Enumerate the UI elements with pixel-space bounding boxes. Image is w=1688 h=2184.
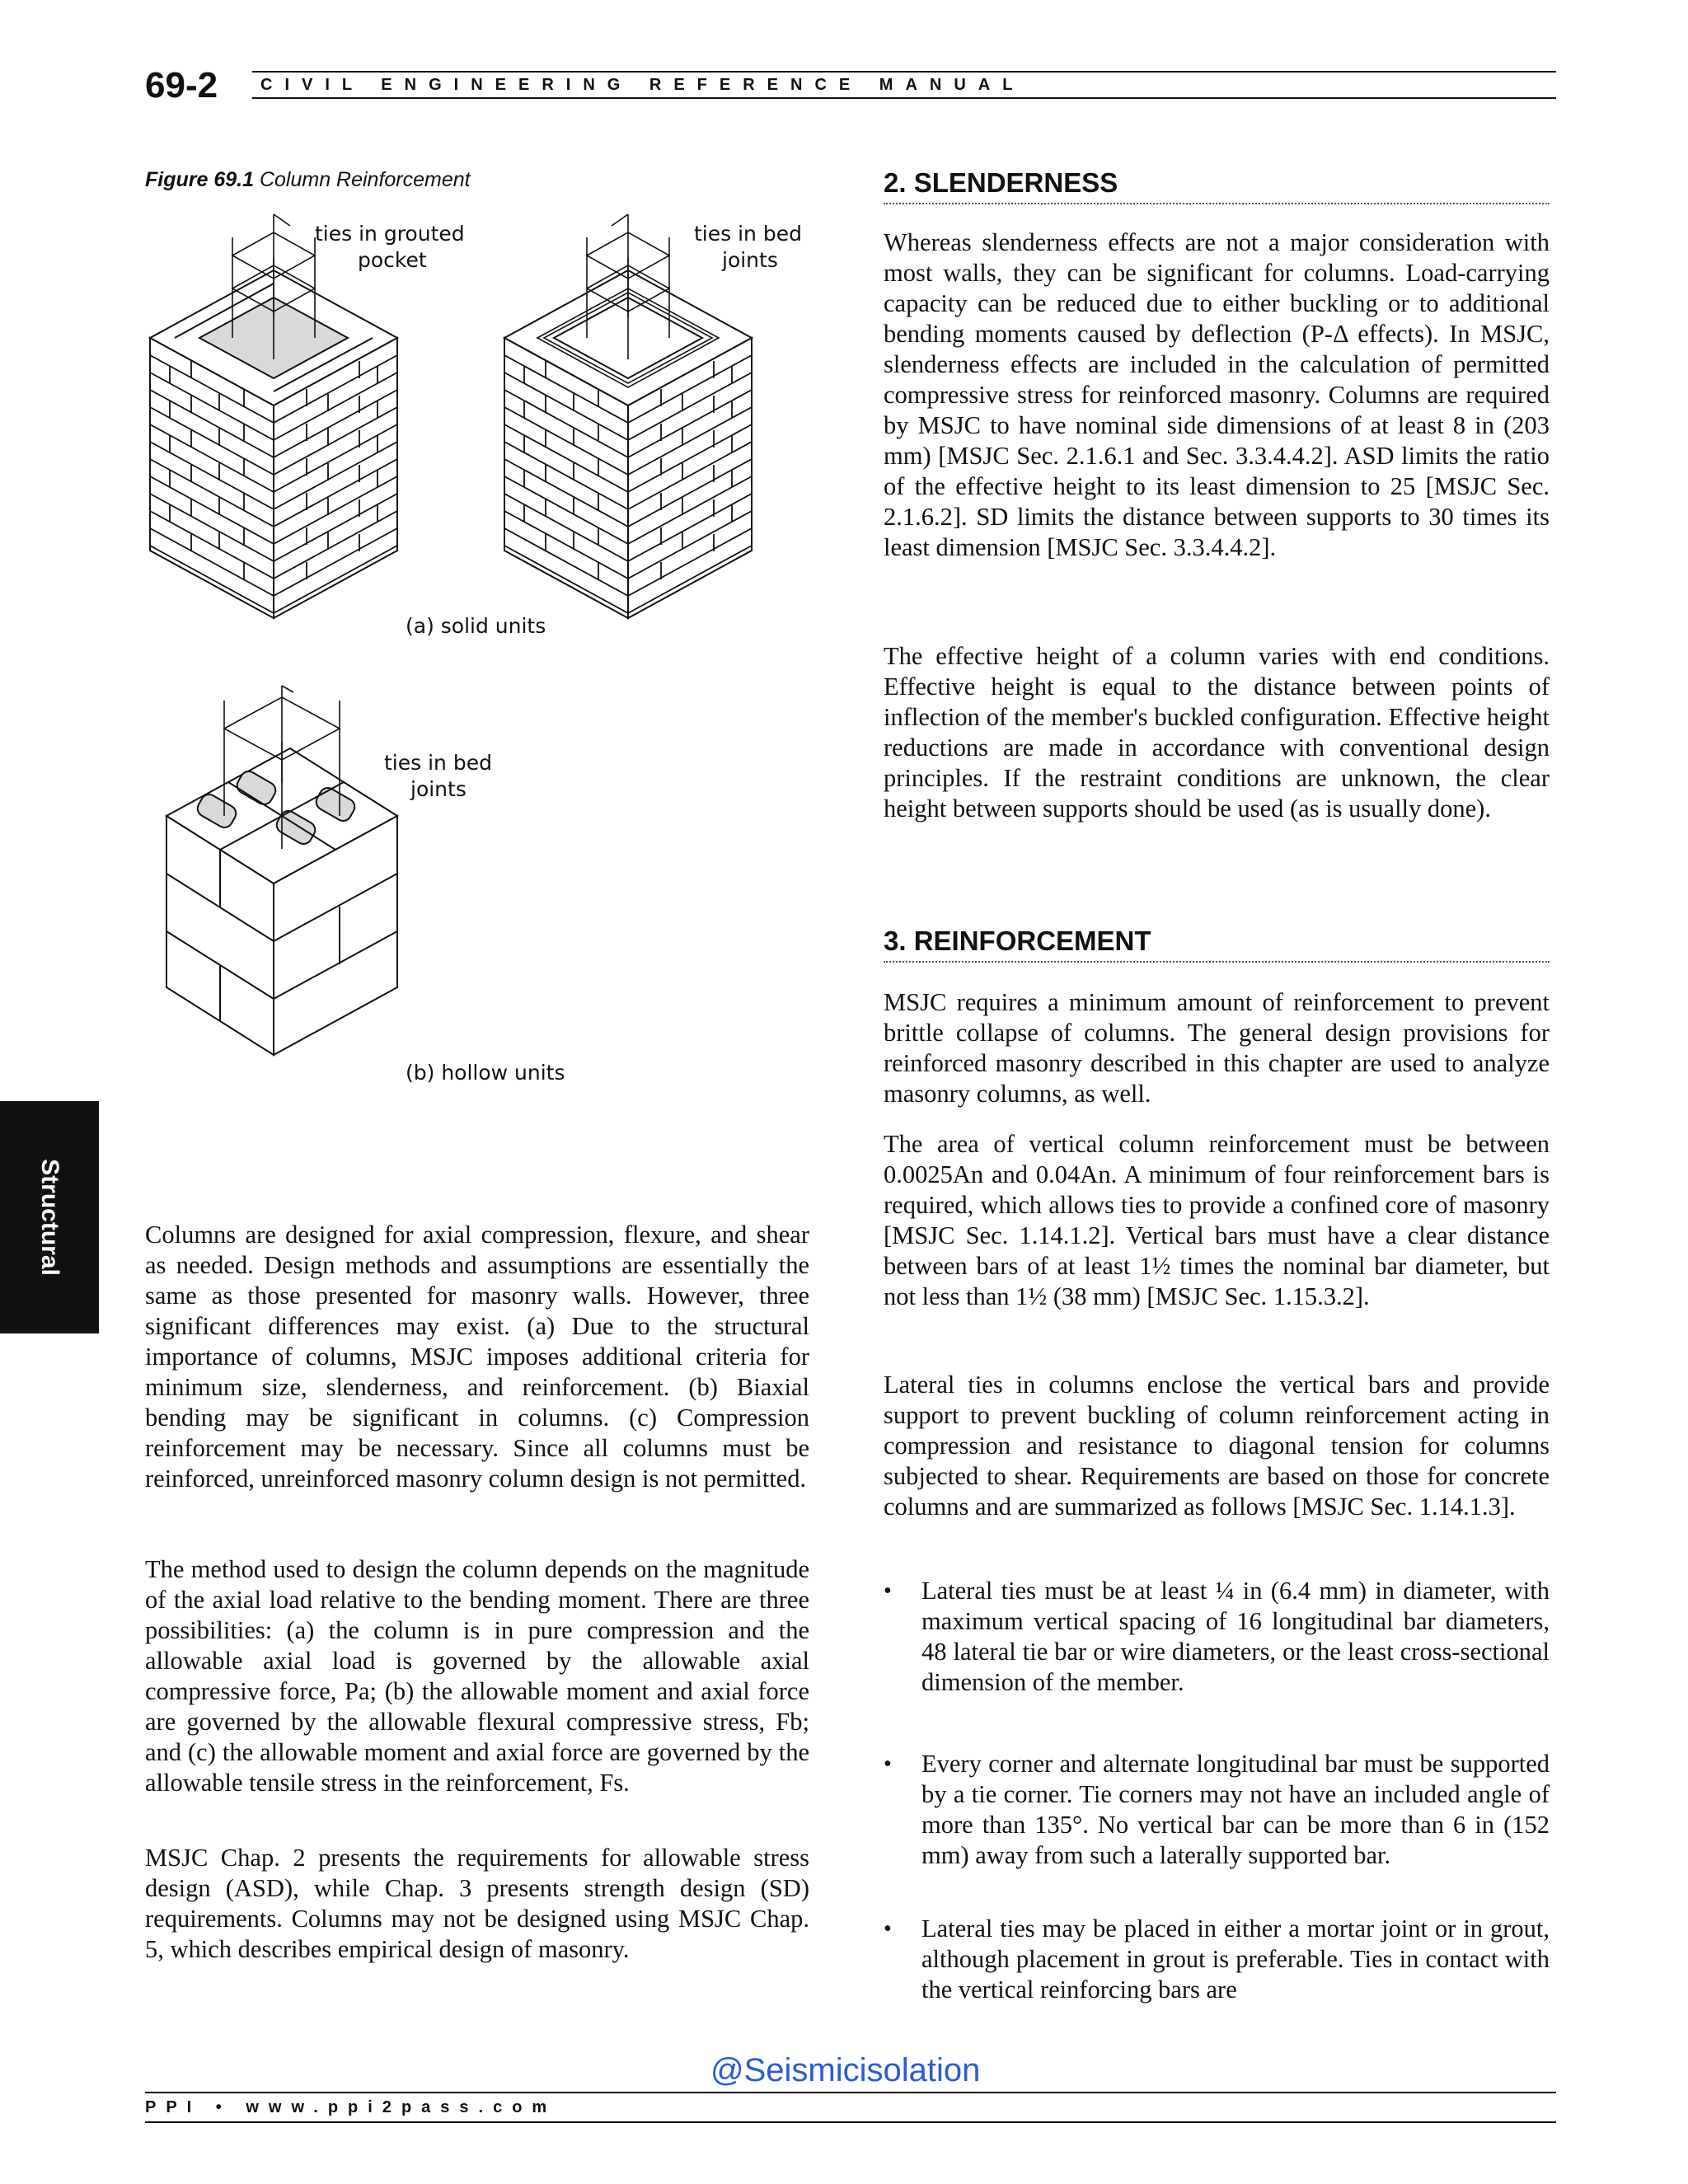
label-ties-bed-b-line2: joints [410,777,467,801]
paragraph-design-method: The method used to design the column depends on the magnitude of the axial load relative to the bending moment. There are three possibilities: (a) the column is in pure compression and the allowable axial load is governed by the allowable axial compressive force, Pa; (b) the allowable moment and axial force are governed by the allowable flexural compressive stress, Fb; and (c) the allowable moment and axial force are governed by the allowable tensile stress in the reinforcement, Fs. [145,1555,809,1797]
page-number: 69-2 [145,65,218,105]
paragraph-lateral-ties: Lateral ties in columns enclose the vertical bars and provide support to prevent buckling of column reinforcement acting in compression and resistance to diagonal tension for columns subjected to shear. Requirements are based on those for concrete columns and are summarized as follows [MSJC Sec. 1.14.1.3]. [884,1371,1550,1521]
label-ties-bed-line2: joints [722,248,778,272]
heading-reinforcement: 3. REINFORCEMENT [884,925,1550,963]
hollow-unit-column [166,686,397,1055]
label-ties-bed-b-line1: ties in bed [384,751,492,775]
column-reinforcement-figure [145,206,821,1113]
section-tab-label: Structural [36,1159,63,1276]
bullet-item-tie-corners [884,1749,1550,1871]
bullet-marker: • [884,1751,892,1777]
watermark-text: @Seismicisolation [710,2052,981,2088]
subcaption-hollow-units: (b) hollow units [406,1061,565,1085]
bullet-marker: • [884,1578,892,1604]
label-ties-grouted-line2: pocket [358,248,427,272]
right-paragraph-reinforcement-1 [884,987,1550,1109]
paragraph-column-design-intro: Columns are designed for axial compression, flexure, and shear as needed. Design methods and assumptions are essentially the same as those presented for masonry walls. However, three significant differences may exist. (a) Due to the structural importance of columns, MSJC imposes additional criteria for minimum size, slenderness, and reinforcement. (b) Biaxial bending may be significant in columns. (c) Compression reinforcement may be necessary. Since all columns must be reinforced, unreinforced masonry column design is not permitted. [145,1221,809,1493]
header-rule-top [252,71,1556,73]
paragraph-min-reinforcement: MSJC requires a minimum amount of reinforcement to prevent brittle collapse of columns. The general design provisions for reinforced masonry described in this chapter are used to analyze masonry columns, as well. [884,988,1550,1108]
footer-publisher: PPI • www.ppi2pass.com [145,2098,557,2116]
figure-number: Figure 69.1 [145,168,254,191]
paragraph-vertical-reinforcement: The area of vertical column reinforcement must be between 0.0025An and 0.04An. A minimum of four reinforcement bars is required, which allows ties to provide a confined core of masonry [MSJC Sec. 1.14.1.2]. Vertical bars must have a clear distance between bars of at least 1½ times the nominal bar diameter, but not less than 1½ (38 mm) [MSJC Sec. 1.15.3.2]. [884,1130,1550,1310]
section-tab [0,1101,99,1333]
right-paragraph-slenderness-1 [884,227,1550,563]
label-ties-grouted-line1: ties in grouted [315,222,465,246]
running-title: CIVIL ENGINEERING REFERENCE MANUAL [260,76,1025,94]
footer-rule-top [145,2092,1556,2093]
paragraph-slenderness-effects: Whereas slenderness effects are not a major consideration with most walls, they can be significant for columns. Load-carrying capacity can be reduced due to either buckling or to additional bending moments caused by deflection (P-Δ effects). In MSJC, slenderness effects are included in the calculation of permitted compressive stress for reinforced masonry. Columns are required by MSJC to have nominal side dimensions of at least 8 in (203 mm) [MSJC Sec. 2.1.6.1 and Sec. 3.3.4.4.2]. ASD limits the ratio of the effective height to its least dimension to 25 [MSJC Sec. 2.1.6.2]. SD limits the distance between supports to 30 times its least dimension [MSJC Sec. 3.3.4.4.2]. [884,228,1550,561]
label-ties-bed-line1: ties in bed [694,222,802,246]
paragraph-effective-height: The effective height of a column varies with end conditions. Effective height is equal to the distance between points of inflection of the member's buckled configuration. Effective height reductions are made in accordance with conventional design principles. If the restraint conditions are unknown, the clear height between supports should be used (as is usually done). [884,642,1550,823]
left-paragraph-1 [145,1220,809,1494]
solid-column-grouted [150,214,397,618]
heading-slenderness: 2. SLENDERNESS [884,166,1550,204]
header-rule-bottom [252,97,1556,99]
bullet-text-tie-size: Lateral ties must be at least ¼ in (6.4 mm) in diameter, with maximum vertical spacing of 16 longitudinal bar diameters, 48 lateral tie bar or wire diameters, or the least cross-sectional dimension of the member. [921,1577,1550,1696]
right-paragraph-slenderness-2 [884,641,1550,824]
left-paragraph-2 [145,1554,809,1798]
bullet-text-tie-corners: Every corner and alternate longitudinal bar must be supported by a tie corner. Tie corners may not have an included angle of more than 135°. No vertical bar can be more than 6 in (152 mm) away from such a laterally supported bar. [921,1750,1550,1869]
right-paragraph-reinforcement-2 [884,1129,1550,1312]
bullet-marker: • [884,1916,892,1942]
subcaption-solid-units: (a) solid units [406,614,546,638]
bullet-text-tie-placement: Lateral ties may be placed in either a mortar joint or in grout, although placement in grout is preferable. Ties in contact with the vertical reinforcing bars are [921,1915,1550,2004]
bullet-item-tie-size [884,1576,1550,1698]
footer-rule-bottom [145,2121,1556,2123]
solid-column-bed-joints [504,214,752,618]
paragraph-msjc-chapters: MSJC Chap. 2 presents the requirements for allowable stress design (ASD), while Chap. 3 presents strength design (SD) requirements. Columns may not be designed using MSJC Chap. 5, which describes empirical design of masonry. [145,1844,809,1963]
figure-title: Column Reinforcement [259,168,471,191]
left-paragraph-3 [145,1843,809,1965]
right-paragraph-reinforcement-3 [884,1370,1550,1522]
figure-caption [145,168,471,192]
bullet-item-tie-placement [884,1914,1550,2005]
